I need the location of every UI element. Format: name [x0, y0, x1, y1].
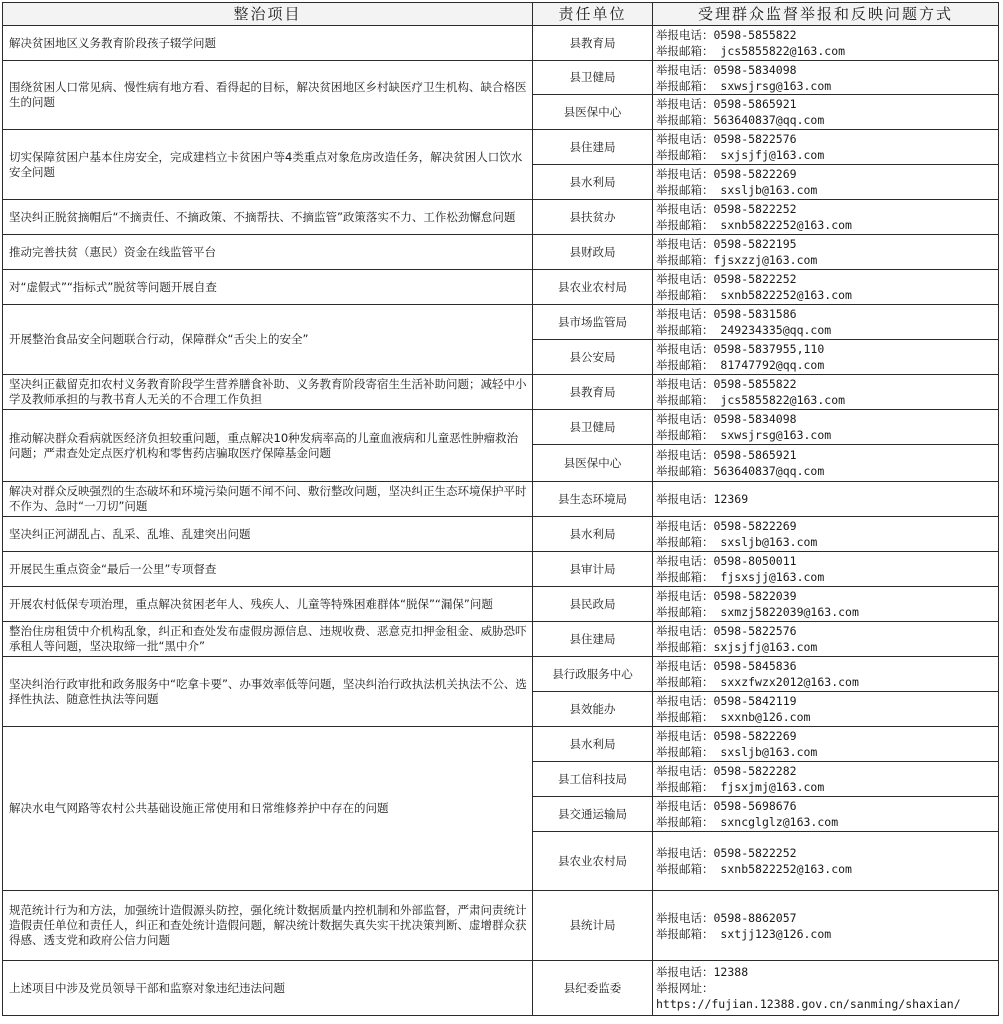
- unit-cell: 县工信科技局: [533, 762, 653, 797]
- contact-email: 举报邮箱：563640837@qq.com: [656, 464, 825, 478]
- contact-phone: 举报电话：0598-5822576: [656, 624, 797, 638]
- contact-phone: 举报电话：0598-5822195: [656, 237, 797, 251]
- unit-cell: 县交通运输局: [533, 797, 653, 832]
- item-cell: 坚决纠正河湖乱占、乱采、乱堆、乱建突出问题: [3, 517, 533, 552]
- contact-email: 举报邮箱：fjsxzzj@163.com: [656, 253, 818, 267]
- contact-phone: 举报电话：12388: [656, 965, 749, 979]
- unit-cell: 县行政服务中心: [533, 657, 653, 692]
- unit-cell: 县住建局: [533, 622, 653, 657]
- table-row: [3, 410, 999, 445]
- table-header-row: [3, 3, 999, 26]
- contact-email: 举报邮箱： sxwsjrsg@163.com: [656, 428, 832, 442]
- table-row: [3, 130, 999, 165]
- contact-email: 举报邮箱： sxnb5822252@163.com: [656, 862, 852, 876]
- contact-phone: 举报电话：0598-5822282: [656, 764, 797, 778]
- contact-cell: [653, 657, 999, 692]
- unit-cell: 县医保中心: [533, 95, 653, 130]
- contact-cell: [653, 235, 999, 270]
- contact-phone: 举报电话：0598-5831586: [656, 307, 797, 321]
- unit-cell: 县市场监管局: [533, 305, 653, 340]
- table-row: [3, 517, 999, 552]
- unit-cell: 县公安局: [533, 340, 653, 375]
- item-cell: 推动解决群众看病就医经济负担较重问题，重点解决10种发病率高的儿童血液病和儿童恶性肿瘤救治问题；严肃查处定点医疗机构和零售药店骗取医疗保障基金问题: [3, 410, 533, 482]
- unit-cell: 县水利局: [533, 517, 653, 552]
- unit-cell: 县农业农村局: [533, 270, 653, 305]
- contact-cell: [653, 482, 999, 517]
- unit-cell: 县水利局: [533, 727, 653, 762]
- table-row: [3, 891, 999, 961]
- contact-email: 举报邮箱： sxnb5822252@163.com: [656, 288, 852, 302]
- contact-cell: [653, 165, 999, 200]
- unit-cell: 县财政局: [533, 235, 653, 270]
- contact-email: 举报邮箱： 81747792@qq.com: [656, 358, 825, 372]
- unit-cell: 县统计局: [533, 891, 653, 961]
- contact-email: 举报邮箱： jcs5855822@163.com: [656, 44, 846, 58]
- contact-cell: [653, 130, 999, 165]
- table-row: [3, 587, 999, 622]
- contact-phone: 举报电话：0598-5834098: [656, 62, 797, 77]
- unit-cell: 县农业农村局: [533, 832, 653, 891]
- contact-cell: [653, 961, 999, 1016]
- item-cell: 开展整治食品安全问题联合行动，保障群众“舌尖上的安全”: [3, 305, 533, 375]
- contact-phone: 举报电话：0598-5698676: [656, 799, 797, 813]
- contact-email: 举报邮箱： sxslјb@163.com: [656, 183, 818, 197]
- contact-cell: [653, 445, 999, 482]
- table-row: [3, 552, 999, 587]
- table-row: [3, 200, 999, 235]
- item-cell: 整治住房租赁中介机构乱象，纠正和查处发布虚假房源信息、违规收费、恶意克扣押金租金、威胁恐吓承租人等问题，坚决取缔一批“黑中介”: [3, 622, 533, 657]
- contact-phone: 举报电话：0598-5865921: [656, 448, 797, 462]
- contact-cell: [653, 762, 999, 797]
- contact-phone: 举报电话：0598-5855822: [656, 28, 797, 42]
- contact-phone: 举报电话：0598-5865921: [656, 97, 797, 111]
- contact-email: 举报邮箱： jcs5855822@163.com: [656, 393, 846, 407]
- table-row: [3, 482, 999, 517]
- item-cell: 开展民生重点资金“最后一公里”专项督查: [3, 552, 533, 587]
- contact-email: 举报邮箱： fjsxjmj@163.com: [656, 780, 825, 794]
- contact-cell: [653, 305, 999, 340]
- item-cell: 规范统计行为和方法，加强统计造假源头防控，强化统计数据质量内控机制和外部监督，严肃问责统计造假责任单位和责任人，纠正和查处统计造假问题，解决统计数据失真失实干扰决策判断、虚增群众获得感、透支党和政府公信力问题: [3, 891, 533, 961]
- contact-email: 举报邮箱： sxnb5822252@163.com: [656, 218, 852, 232]
- item-cell: 切实保障贫困户基本住房安全，完成建档立卡贫困户等4类重点对象危房改造任务，解决贫困人口饮水安全问题: [3, 130, 533, 200]
- contact-cell: [653, 200, 999, 235]
- contact-web-label: 举报网址：: [656, 981, 714, 995]
- item-cell: 解决贫困地区义务教育阶段孩子辍学问题: [3, 26, 533, 61]
- unit-cell: 县生态环境局: [533, 482, 653, 517]
- contact-email: 举报邮箱： sxmzj5822039@163.com: [656, 605, 859, 619]
- contact-cell: [653, 61, 999, 95]
- contact-phone: 举报电话：0598-5822576: [656, 132, 797, 146]
- contact-cell: [653, 692, 999, 727]
- item-cell: 上述项目中涉及党员领导干部和监察对象违纪违法问题: [3, 961, 533, 1016]
- contact-cell: [653, 410, 999, 445]
- contact-email: 举报邮箱： sxslјb@163.com: [656, 535, 818, 549]
- unit-cell: 县教育局: [533, 26, 653, 61]
- contact-phone: 举报电话：0598-5822269: [656, 729, 797, 743]
- header-contact: 受理群众监督举报和反映问题方式: [653, 3, 999, 26]
- contact-cell: [653, 797, 999, 832]
- item-cell: 解决对群众反映强烈的生态破坏和环境污染问题不闻不问、敷衍整改问题，坚决纠正生态环境保护平时不作为、急时“一刀切”问题: [3, 482, 533, 517]
- contact-phone: 举报电话：0598-5822252: [656, 846, 797, 860]
- unit-cell: 县住建局: [533, 130, 653, 165]
- contact-phone: 举报电话：0598-5834098: [656, 412, 797, 426]
- contact-phone: 举报电话：0598-5822039: [656, 589, 797, 603]
- contact-phone: 举报电话：0598-5837955,110: [656, 342, 825, 356]
- item-cell: 推动完善扶贫（惠民）资金在线监管平台: [3, 235, 533, 270]
- contact-phone: 举报电话：12369: [656, 492, 749, 506]
- contact-email: 举报邮箱：563640837@qq.com: [656, 113, 825, 127]
- unit-cell: 县教育局: [533, 375, 653, 410]
- table-row: [3, 305, 999, 340]
- contact-email: 举报邮箱： sxxzfwzx2012@163.com: [656, 675, 859, 689]
- contact-cell: [653, 727, 999, 762]
- contact-email: 举报邮箱： fjsxsjj@163.com: [656, 570, 825, 584]
- contact-cell: [653, 340, 999, 375]
- item-cell: 开展农村低保专项治理，重点解决贫困老年人、残疾人、儿童等特殊困难群体“脱保”“漏保”问题: [3, 587, 533, 622]
- table-row: [3, 375, 999, 410]
- table-row: [3, 622, 999, 657]
- item-cell: 坚决纠正脱贫摘帽后“不摘责任、不摘政策、不摘帮扶、不摘监管”政策落实不力、工作松劲懈怠问题: [3, 200, 533, 235]
- item-cell: 对“虚假式”“指标式”脱贫等问题开展自查: [3, 270, 533, 305]
- contact-cell: [653, 891, 999, 961]
- contact-cell: [653, 622, 999, 657]
- contact-email: 举报邮箱： sxslјb@163.com: [656, 745, 818, 759]
- unit-cell: 县扶贫办: [533, 200, 653, 235]
- contact-phone: 举报电话：0598-8050011: [656, 554, 797, 568]
- contact-email: 举报邮箱： sxncglglz@163.com: [656, 815, 839, 829]
- contact-cell: [653, 95, 999, 130]
- contact-phone: 举报电话：0598-8862057: [656, 910, 797, 925]
- contact-cell: [653, 832, 999, 891]
- unit-cell: 县医保中心: [533, 445, 653, 482]
- header-item: 整治项目: [3, 3, 533, 26]
- contact-phone: 举报电话：0598-5822269: [656, 167, 797, 181]
- contact-cell: [653, 270, 999, 305]
- contact-email: 举报邮箱： sxwsjrsg@163.com: [656, 78, 832, 93]
- item-cell: 围绕贫困人口常见病、慢性病有地方看、看得起的目标，解决贫困地区乡村缺医疗卫生机构、缺合格医生的问题: [3, 61, 533, 130]
- item-cell: 坚决纠治行政审批和政务服务中“吃拿卡要”、办事效率低等问题，坚决纠治行政执法机关执法不公、选择性执法、随意性执法等问题: [3, 657, 533, 727]
- contact-email: 举报邮箱： sxjsjfj@163.com: [656, 148, 825, 162]
- table-row: [3, 961, 999, 1016]
- contact-cell: [653, 587, 999, 622]
- contact-phone: 举报电话：0598-5842119: [656, 694, 797, 708]
- contact-cell: [653, 375, 999, 410]
- contact-email: 举报邮箱： 249234335@qq.com: [656, 323, 832, 337]
- table-row: [3, 727, 999, 762]
- table-row: [3, 235, 999, 270]
- contact-cell: [653, 552, 999, 587]
- contact-cell: [653, 26, 999, 61]
- contact-phone: 举报电话：0598-5855822: [656, 377, 797, 391]
- unit-cell: 县水利局: [533, 165, 653, 200]
- header-unit: 责任单位: [533, 3, 653, 26]
- contact-email: 举报邮箱：sxjsjfj@163.com: [656, 640, 818, 654]
- unit-cell: 县纪委监委: [533, 961, 653, 1016]
- table-row: [3, 657, 999, 692]
- contact-email: 举报邮箱： sxtjj123@126.com: [656, 926, 832, 941]
- contact-email: 举报邮箱： sxxnb@126.com: [656, 710, 811, 724]
- table-row: [3, 61, 999, 95]
- contact-phone: 举报电话：0598-5822252: [656, 202, 797, 216]
- contact-phone: 举报电话：0598-5845836: [656, 659, 797, 673]
- table-row: [3, 26, 999, 61]
- unit-cell: 县卫健局: [533, 61, 653, 95]
- unit-cell: 县审计局: [533, 552, 653, 587]
- table-row: [3, 270, 999, 305]
- unit-cell: 县效能办: [533, 692, 653, 727]
- contact-cell: [653, 517, 999, 552]
- contact-phone: 举报电话：0598-5822269: [656, 519, 797, 533]
- item-cell: 坚决纠正截留克扣农村义务教育阶段学生营养膳食补助、义务教育阶段寄宿生生活补助问题；减轻中小学及教师承担的与教书育人无关的不合理工作负担: [3, 375, 533, 410]
- unit-cell: 县卫健局: [533, 410, 653, 445]
- contact-phone: 举报电话：0598-5822252: [656, 272, 797, 286]
- rectification-table: [2, 2, 999, 1016]
- unit-cell: 县民政局: [533, 587, 653, 622]
- item-cell: 解决水电气网路等农村公共基础设施正常使用和日常维修养护中存在的问题: [3, 727, 533, 891]
- contact-web-url[interactable]: https://fujian.12388.gov.cn/sanming/shaxian/: [656, 997, 961, 1011]
